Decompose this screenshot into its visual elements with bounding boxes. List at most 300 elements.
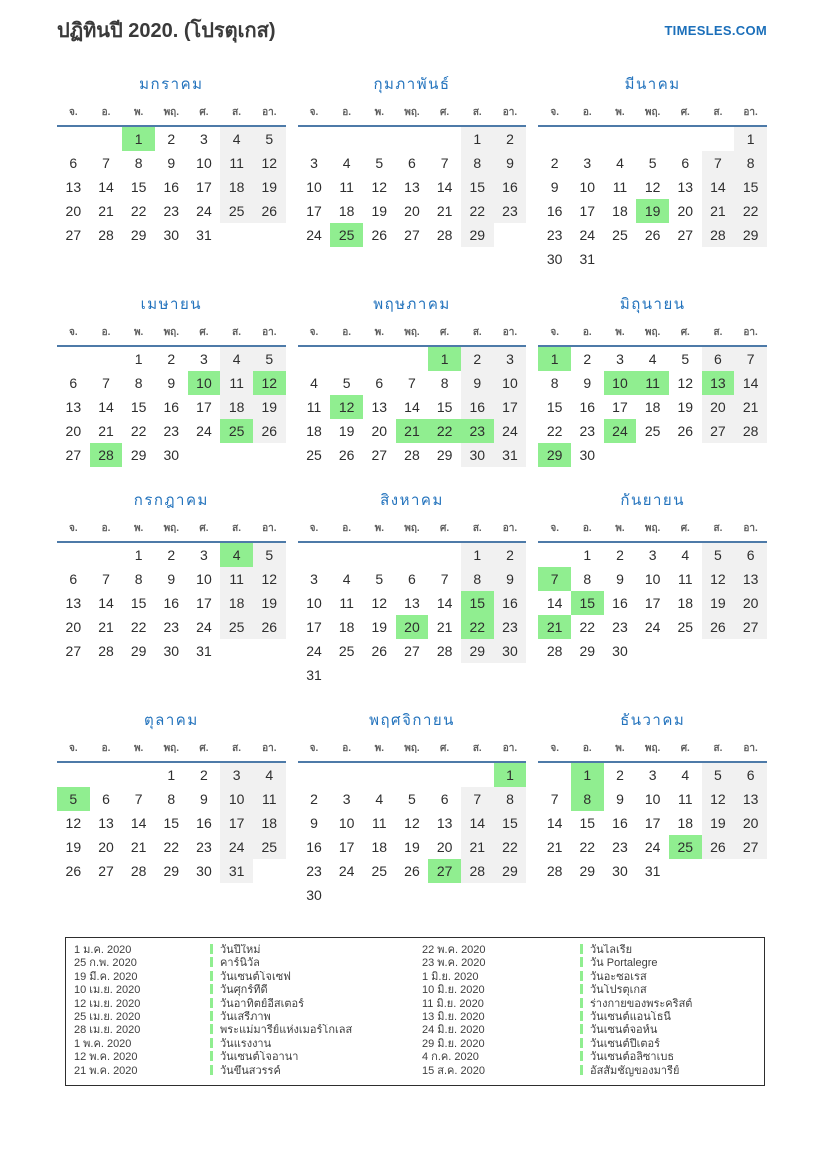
holiday-day-cell: 1 (428, 346, 461, 371)
empty-cell (298, 762, 331, 787)
day-cell: 12 (253, 151, 286, 175)
legend-row (74, 957, 792, 970)
day-cell: 18 (306, 423, 322, 439)
day-cell: 14 (436, 179, 453, 195)
day-cell: 27 (65, 643, 82, 659)
empty-cell (220, 443, 253, 467)
day-cell: 7 (702, 151, 735, 175)
legend-name: วันเซนต์ปีเตอร์ (580, 1038, 792, 1051)
weekday-header: ส. (220, 323, 253, 346)
day-cell: 25 (220, 199, 253, 223)
day-cell: 19 (65, 839, 82, 855)
day-cell: 24 (644, 619, 661, 635)
weekday-header: จ. (538, 519, 571, 542)
day-cell: 21 (98, 423, 114, 439)
day-cell: 1 (461, 126, 494, 151)
empty-cell (494, 663, 527, 687)
day-cell: 26 (338, 447, 355, 463)
day-cell: 13 (404, 179, 420, 195)
day-cell: 22 (579, 839, 596, 855)
holiday-marker-icon (210, 957, 213, 967)
day-cell: 24 (196, 203, 212, 219)
day-cell: 22 (579, 619, 596, 635)
day-cell: 4 (220, 346, 253, 371)
day-cell: 18 (253, 811, 286, 835)
week-row (538, 615, 767, 639)
site-link[interactable]: TIMESLES.COM (664, 23, 767, 38)
month-title: มิถุนายน (619, 296, 686, 313)
day-cell: 1 (134, 351, 143, 367)
day-cell: 16 (579, 399, 596, 415)
empty-cell (363, 346, 396, 371)
day-cell: 2 (167, 131, 176, 147)
holiday-marker-icon (210, 1051, 213, 1061)
weekday-header: จ. (298, 323, 331, 346)
empty-cell (428, 542, 461, 567)
month-table (538, 519, 767, 663)
day-cell: 10 (196, 571, 212, 587)
week-row (538, 395, 767, 419)
day-cell: 29 (436, 447, 453, 463)
legend-name: วันปีใหม่ (210, 944, 422, 957)
day-cell: 4 (220, 126, 253, 151)
week-row (57, 762, 286, 787)
day-cell: 26 (702, 615, 735, 639)
month-block-4 (57, 292, 286, 467)
day-cell: 8 (550, 375, 559, 391)
day-cell: 14 (404, 399, 420, 415)
day-cell: 7 (102, 155, 110, 171)
calendar-grid (57, 72, 767, 907)
holiday-marker-icon (580, 957, 583, 967)
empty-cell (57, 542, 90, 567)
day-cell: 21 (461, 835, 494, 859)
month-block-7 (57, 488, 286, 663)
day-cell: 18 (371, 839, 388, 855)
empty-cell (363, 663, 396, 687)
day-cell: 19 (253, 175, 286, 199)
empty-cell (428, 663, 461, 687)
day-cell: 18 (338, 203, 355, 219)
weekday-header: ศ. (188, 103, 221, 126)
weekday-header: ส. (220, 739, 253, 762)
empty-cell (330, 663, 363, 687)
legend-name: วันเซนต์แอนโธนี (580, 1011, 792, 1024)
day-cell: 16 (196, 815, 212, 831)
empty-cell (396, 663, 429, 687)
holiday-day-cell: 21 (396, 419, 429, 443)
weekday-header: พ. (122, 103, 155, 126)
day-cell: 26 (253, 199, 286, 223)
day-cell: 4 (253, 762, 286, 787)
day-cell: 9 (200, 791, 208, 807)
day-cell: 4 (310, 375, 318, 391)
day-cell: 21 (130, 839, 147, 855)
day-cell: 22 (734, 199, 767, 223)
empty-cell (734, 639, 767, 663)
day-cell: 2 (583, 351, 592, 367)
day-cell: 29 (130, 447, 147, 463)
day-cell: 14 (130, 815, 147, 831)
month-table (298, 519, 527, 687)
empty-cell (330, 126, 363, 151)
weekday-header: ศ. (669, 739, 702, 762)
legend-name: วันโปรตุเกส (580, 984, 792, 997)
weekday-header: ศ. (428, 519, 461, 542)
legend-name: วันไลเรีย (580, 944, 792, 957)
day-cell: 19 (702, 811, 735, 835)
week-row (57, 567, 286, 591)
empty-cell (57, 126, 90, 151)
day-cell: 16 (163, 595, 180, 611)
week-row (538, 199, 767, 223)
day-cell: 3 (200, 131, 208, 147)
day-cell: 23 (163, 619, 180, 635)
empty-cell (702, 639, 735, 663)
legend-date: 1 ม.ค. 2020 (74, 944, 132, 956)
day-cell: 30 (163, 643, 180, 659)
month-block-11 (298, 708, 527, 907)
day-cell: 14 (98, 179, 114, 195)
month-title: ธันวาคม (620, 712, 686, 729)
day-cell: 17 (644, 815, 661, 831)
day-cell: 20 (677, 203, 694, 219)
day-cell: 23 (163, 423, 180, 439)
day-cell: 12 (702, 567, 735, 591)
weekday-header: ส. (702, 739, 735, 762)
day-cell: 18 (677, 595, 694, 611)
day-cell: 20 (65, 203, 82, 219)
day-cell: 17 (306, 619, 322, 635)
day-cell: 27 (65, 227, 82, 243)
week-row (298, 567, 527, 591)
week-row (57, 859, 286, 883)
week-row (538, 346, 767, 371)
week-row (57, 443, 286, 467)
weekday-header: ศ. (669, 323, 702, 346)
day-cell: 6 (734, 542, 767, 567)
day-cell: 25 (253, 835, 286, 859)
holiday-day-cell: 22 (428, 419, 461, 443)
empty-cell (734, 443, 767, 467)
day-cell: 28 (734, 419, 767, 443)
holiday-day-cell: 1 (571, 762, 604, 787)
weekday-header: จ. (57, 323, 90, 346)
legend-name: วันอาทิตย์อีสเตอร์ (210, 998, 422, 1011)
legend-date: 15 ส.ค. 2020 (422, 1064, 486, 1077)
empty-cell (636, 639, 669, 663)
day-cell: 23 (163, 203, 180, 219)
day-cell: 4 (342, 571, 351, 587)
day-cell: 17 (612, 399, 628, 415)
month-block-6 (538, 292, 767, 467)
weekday-header: อ. (571, 519, 604, 542)
week-row (298, 811, 527, 835)
month-title: มีนาคม (624, 76, 681, 93)
day-cell: 6 (734, 762, 767, 787)
week-row (298, 542, 527, 567)
week-row (57, 591, 286, 615)
legend-row (74, 1024, 792, 1037)
day-cell: 25 (371, 863, 388, 879)
holiday-marker-icon (580, 1024, 583, 1034)
holiday-marker-icon (580, 1038, 583, 1048)
day-cell: 23 (546, 227, 563, 243)
day-cell: 10 (579, 179, 596, 195)
day-cell: 24 (196, 619, 212, 635)
day-cell: 11 (678, 571, 693, 587)
day-cell: 20 (436, 839, 453, 855)
weekday-header: ส. (461, 739, 494, 762)
legend-date: 11 มิ.ย. 2020 (422, 997, 484, 1010)
weekday-header: ศ. (669, 103, 702, 126)
day-cell: 18 (644, 399, 661, 415)
weekday-header: พฤ. (396, 323, 429, 346)
month-table (298, 103, 527, 247)
holiday-day-cell: 10 (188, 371, 221, 395)
day-cell: 4 (342, 155, 351, 171)
day-cell: 27 (404, 643, 420, 659)
day-cell: 29 (130, 227, 147, 243)
day-cell: 6 (681, 155, 690, 171)
empty-cell (428, 762, 461, 787)
day-cell: 9 (167, 155, 176, 171)
day-cell: 15 (494, 811, 527, 835)
holiday-day-cell: 29 (538, 443, 571, 467)
week-row (57, 615, 286, 639)
legend-table (74, 944, 792, 1078)
weekday-header: อ. (571, 323, 604, 346)
holiday-day-cell: 27 (428, 859, 461, 883)
day-cell: 7 (461, 787, 494, 811)
empty-cell (669, 443, 702, 467)
empty-cell (702, 247, 735, 271)
weekday-header: อา. (494, 519, 527, 542)
day-cell: 3 (342, 791, 351, 807)
day-cell: 9 (583, 375, 592, 391)
day-cell: 3 (616, 351, 624, 367)
week-row (538, 371, 767, 395)
empty-cell (538, 126, 571, 151)
day-cell: 26 (404, 863, 420, 879)
holiday-marker-icon (210, 1038, 213, 1048)
day-cell: 20 (404, 203, 420, 219)
weekday-header: พ. (122, 739, 155, 762)
weekday-header: อา. (253, 103, 286, 126)
month-block-5 (298, 292, 527, 467)
day-cell: 20 (734, 811, 767, 835)
week-row (57, 811, 286, 835)
legend-date: 12 เม.ย. 2020 (74, 997, 141, 1010)
day-cell: 30 (196, 863, 212, 879)
day-cell: 2 (167, 547, 176, 563)
day-cell: 27 (734, 835, 767, 859)
day-cell: 29 (163, 863, 180, 879)
week-row (298, 835, 527, 859)
day-cell: 4 (616, 155, 624, 171)
day-cell: 16 (461, 395, 494, 419)
day-cell: 28 (436, 227, 453, 243)
month-block-1 (57, 72, 286, 247)
day-cell: 24 (196, 423, 212, 439)
day-cell: 25 (220, 615, 253, 639)
day-cell: 28 (436, 643, 453, 659)
day-cell: 5 (253, 126, 286, 151)
weekday-header: อ. (90, 519, 123, 542)
legend-row (74, 1065, 792, 1078)
holiday-day-cell: 15 (571, 591, 604, 615)
day-cell: 7 (734, 346, 767, 371)
day-cell: 8 (440, 375, 449, 391)
empty-cell (604, 247, 637, 271)
day-cell: 5 (702, 542, 735, 567)
month-table (57, 103, 286, 247)
day-cell: 16 (163, 399, 180, 415)
month-table (538, 739, 767, 883)
holiday-day-cell: 28 (90, 443, 123, 467)
weekday-header: ส. (461, 519, 494, 542)
empty-cell (298, 542, 331, 567)
day-cell: 11 (220, 371, 253, 395)
week-row (538, 223, 767, 247)
empty-cell (253, 223, 286, 247)
legend-name: พระแม่มารีย์แห่งเมอร์โกเลส (210, 1024, 422, 1037)
day-cell: 16 (306, 839, 322, 855)
month-table (538, 323, 767, 467)
weekday-header: ศ. (188, 519, 221, 542)
empty-cell (253, 859, 286, 883)
week-row (57, 223, 286, 247)
day-cell: 9 (494, 151, 527, 175)
day-cell: 6 (69, 375, 78, 391)
holiday-day-cell: 1 (494, 762, 527, 787)
week-row (538, 419, 767, 443)
day-cell: 29 (461, 639, 494, 663)
weekday-header: พ. (604, 519, 637, 542)
day-cell: 28 (98, 643, 114, 659)
day-cell: 11 (339, 595, 354, 611)
day-cell: 16 (494, 591, 527, 615)
day-cell: 15 (461, 175, 494, 199)
weekday-header: ศ. (428, 103, 461, 126)
legend-row (74, 944, 792, 957)
weekday-header: จ. (298, 739, 331, 762)
empty-cell (461, 883, 494, 907)
legend-name: ร่างกายของพระคริสต์ (580, 998, 792, 1011)
empty-cell (298, 126, 331, 151)
day-cell: 27 (702, 419, 735, 443)
empty-cell (494, 883, 527, 907)
weekday-header: ส. (702, 519, 735, 542)
day-cell: 24 (306, 227, 322, 243)
empty-cell (57, 346, 90, 371)
weekday-header: อา. (494, 103, 527, 126)
day-cell: 1 (461, 542, 494, 567)
day-cell: 24 (338, 863, 355, 879)
day-cell: 17 (644, 595, 661, 611)
weekday-header: ศ. (669, 519, 702, 542)
day-cell: 26 (702, 835, 735, 859)
legend-name: คาร์นิวัล (210, 957, 422, 970)
month-table (298, 323, 527, 467)
week-row (57, 542, 286, 567)
empty-cell (604, 443, 637, 467)
day-cell: 28 (546, 643, 563, 659)
empty-cell (396, 126, 429, 151)
legend-row (74, 984, 792, 997)
day-cell: 11 (372, 815, 387, 831)
weekday-header: พ. (122, 519, 155, 542)
week-row (57, 346, 286, 371)
month-table (298, 739, 527, 907)
legend-date: 13 มิ.ย. 2020 (422, 1011, 485, 1024)
day-cell: 17 (306, 203, 322, 219)
day-cell: 2 (616, 767, 624, 783)
holiday-day-cell: 11 (636, 371, 669, 395)
week-row (298, 371, 527, 395)
day-cell: 30 (612, 643, 628, 659)
day-cell: 28 (546, 863, 563, 879)
day-cell: 5 (408, 791, 416, 807)
day-cell: 2 (167, 351, 176, 367)
weekday-header: พฤ. (636, 103, 669, 126)
day-cell: 11 (306, 399, 322, 415)
empty-cell (122, 762, 155, 787)
day-cell: 17 (220, 811, 253, 835)
day-cell: 29 (579, 863, 596, 879)
empty-cell (330, 883, 363, 907)
day-cell: 30 (163, 227, 180, 243)
weekday-header: พฤ. (636, 519, 669, 542)
empty-cell (57, 762, 90, 787)
day-cell: 1 (167, 767, 176, 783)
legend-name: วันเซนต์โจอานา (210, 1051, 422, 1064)
day-cell: 26 (677, 423, 694, 439)
week-row (298, 126, 527, 151)
weekday-header: พ. (122, 323, 155, 346)
weekday-header: อา. (253, 323, 286, 346)
day-cell: 13 (404, 595, 420, 611)
day-cell: 23 (612, 619, 628, 635)
day-cell: 13 (65, 179, 82, 195)
holiday-marker-icon (210, 1011, 213, 1021)
day-cell: 31 (644, 863, 661, 879)
day-cell: 9 (461, 371, 494, 395)
day-cell: 8 (134, 375, 143, 391)
day-cell: 5 (253, 542, 286, 567)
legend-name: อัสสัมชัญของมารีย์ (580, 1065, 792, 1078)
holiday-marker-icon (210, 1065, 213, 1075)
day-cell: 15 (130, 399, 147, 415)
day-cell: 28 (130, 863, 147, 879)
day-cell: 28 (404, 447, 420, 463)
day-cell: 23 (579, 423, 596, 439)
holiday-day-cell: 25 (330, 223, 363, 247)
day-cell: 7 (134, 791, 143, 807)
empty-cell (396, 762, 429, 787)
legend-date: 24 มิ.ย. 2020 (422, 1024, 485, 1037)
day-cell: 8 (134, 571, 143, 587)
week-row (538, 591, 767, 615)
empty-cell (669, 247, 702, 271)
empty-cell (669, 126, 702, 151)
day-cell: 22 (130, 203, 147, 219)
legend-date: 22 พ.ค. 2020 (422, 944, 486, 956)
week-row (57, 126, 286, 151)
weekday-header: จ. (298, 519, 331, 542)
legend-row (74, 1011, 792, 1024)
empty-cell (538, 542, 571, 567)
